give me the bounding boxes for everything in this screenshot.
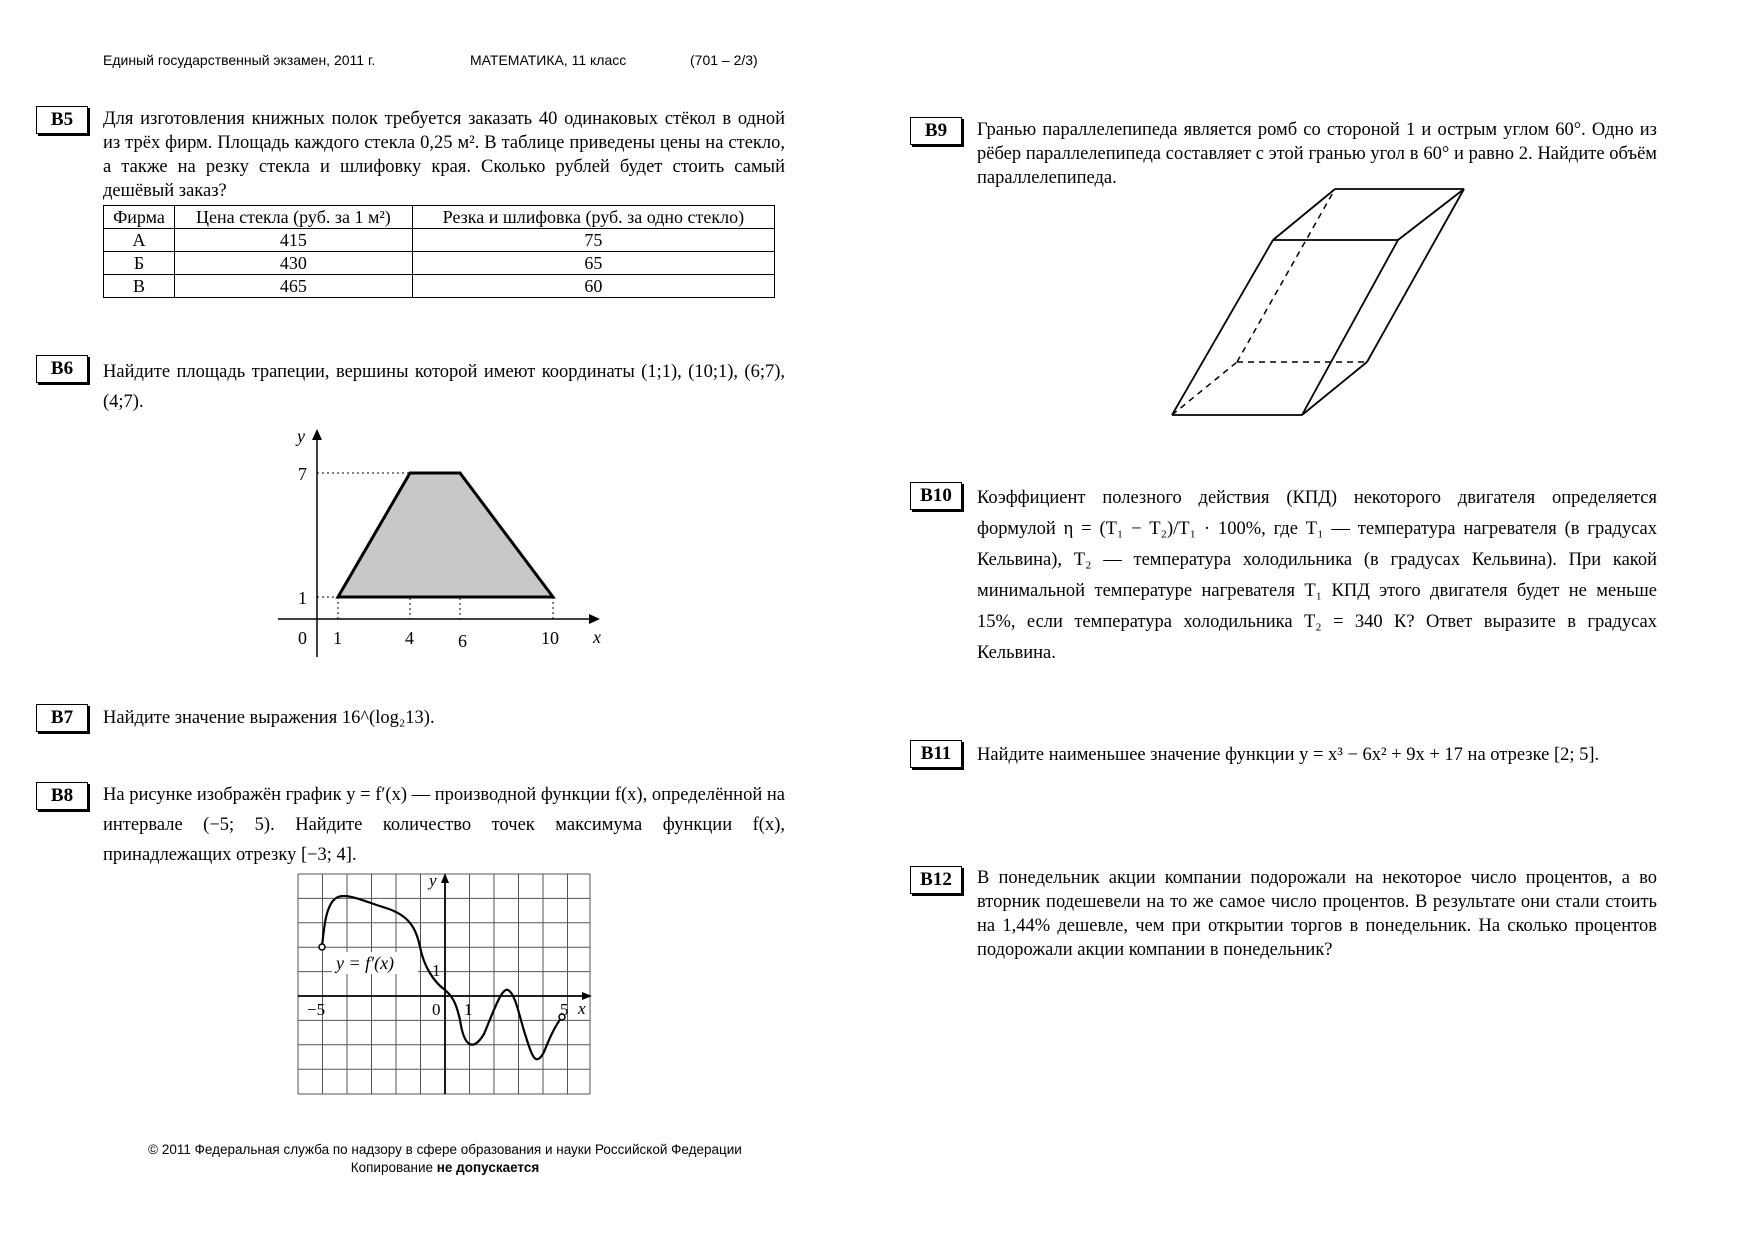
task-b11-text: Найдите наименьшее значение функции y = x³ − 6x² + 9x + 17 на отрезке [2; 5]. [977,745,1600,765]
task-b9-text: Гранью параллелепипеда является ромб со стороной 1 и острым углом 60°. Одно из рёбер параллелепипеда составляет с этой гранью угол в 60° и равно 2. Найдите объём параллелепипеда. [977,120,1657,188]
table-header-cell: Фирма [104,206,175,229]
x-axis-label: x [593,627,601,647]
table-row [104,275,775,298]
table-header-row [104,206,775,229]
task-tag-b9: B9 [910,117,962,145]
task-b6-text: Найдите площадь трапеции, вершины которой имеют координаты (1;1), (10;1), (6;7), (4;7). [103,362,785,412]
table-header-cell: Резка и шлифовка (руб. за одно стекло) [412,206,774,229]
table-row [104,252,775,275]
task-tag-b12: B12 [910,866,962,894]
header-exam: Единый государственный экзамен, 2011 г. [103,52,376,68]
table-cell: 430 [175,252,413,275]
table-header-cell: Цена стекла (руб. за 1 м²) [175,206,413,229]
parallelepiped-figure [1165,185,1475,420]
table-cell: 465 [175,275,413,298]
x-tick-label: 4 [405,628,414,648]
curve-label: y = f′(x) [336,953,395,973]
x-axis-arrow [589,614,600,624]
table-row [104,229,775,252]
task-tag-b8: B8 [36,782,88,810]
table-cell: 60 [412,275,774,298]
header-code: (701 – 2/3) [690,52,758,68]
y-axis-label: y [297,426,305,446]
hidden-edges [1172,189,1367,415]
task-b10-text: Коэффициент полезного действия (КПД) некоторого двигателя определяется формулой η = (T₁ − T₂)/T₁ · 100%, где T₁ — температура нагревателя (в градусах Кельвина), T₂ — температура холодильника (в градусах Кельвина). При какой минимальной температуре нагревателя T₁ КПД этого двигателя будет не меньше 15%, если температура холодильника T₂ = 340 К? Ответ выразите в градусах Кельвина. [977,488,1657,663]
footer-copy-prefix: Копирование [350,1160,437,1175]
x-tick-label: 6 [458,631,467,651]
y-tick-label: 1 [432,961,441,980]
table-cell: 75 [412,229,774,252]
task-tag-b11: B11 [910,740,962,768]
y-tick-label: 1 [298,588,307,608]
task-tag-b10: B10 [910,482,962,510]
header-subject: МАТЕМАТИКА, 11 класс [470,52,627,68]
open-endpoint [319,944,325,950]
task-b8-text: На рисунке изображён график y = f′(x) — производной функции f(x), определённой на интервале (−5; 5). Найдите количество точек максимума функции f(x), принадлежащих отрезку [−3; 4]. [103,785,785,865]
x-tick-label: 1 [464,1000,473,1019]
x-tick-label: 1 [333,628,342,648]
footer-copyright: © 2011 Федеральная служба по надзору в сфере образования и науки Российской Федерации [148,1142,742,1157]
x-tick-label: −5 [307,1000,326,1019]
footer-copy-note [95,1160,795,1175]
task-b5-text: Для изготовления книжных полок требуется заказать 40 одинаковых стёкол в одной из трёх фирм. Площадь каждого стекла 0,25 м². В таблице приведены цены на стекло, а также на резку стекла и шлифовку края. Сколько рублей будет стоить самый дешёвый заказ? [103,109,785,201]
x-tick-label: 0 [432,1000,441,1019]
y-axis-arrow [312,429,322,440]
trapezoid-graph [270,425,610,665]
solid-edges [1172,189,1464,415]
y-axis-label: y [429,872,437,890]
price-table [103,205,775,298]
derivative-graph [296,872,592,1096]
grid-lines [298,874,590,1094]
task-b7-text: Найдите значение выражения 16^(log₂13). [103,708,435,728]
y-tick-label: 7 [298,464,307,484]
task-b12-text: В понедельник акции компании подорожали на некоторое число процентов, а во вторник подешевели на то же самое число процентов. В результате они стали стоить на 1,44% дешевле, чем при открытии торгов в понедельник. На сколько процентов подорожали акции компании в понедельник? [977,868,1657,960]
table-cell: 65 [412,252,774,275]
table-cell: А [104,229,175,252]
table-cell: В [104,275,175,298]
task-tag-b6: B6 [36,355,88,383]
origin-label: 0 [298,628,307,648]
x-tick-label: 5 [560,1000,569,1019]
task-tag-b5: B5 [36,106,88,134]
x-tick-label: 10 [541,628,559,648]
table-cell: Б [104,252,175,275]
trapezoid-shape [338,473,553,597]
x-axis-label: x [578,999,586,1018]
derivative-curve [322,896,562,1059]
footer-copy-bold: не допускается [436,1160,540,1175]
task-tag-b7: B7 [36,704,88,732]
table-cell: 415 [175,229,413,252]
